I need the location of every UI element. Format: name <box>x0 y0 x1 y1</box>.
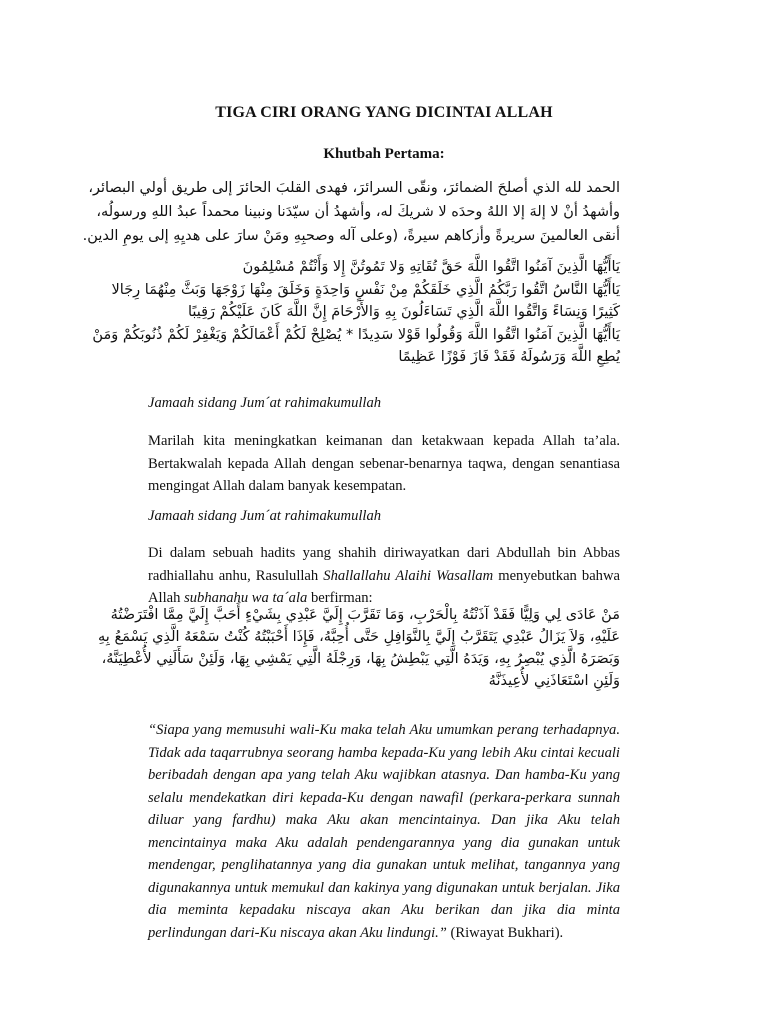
arabic-line: يَاأَيُّهَا الَّذِينَ آمَنُوا اتَّقُوا اللَّهَ وَقُولُوا قَوْلا سَدِيدًا * يُصْلِحْ لَكُمْ أَعْمَالَكُمْ وَيَغْفِرْ لَكُمْ ذُنُوبَكُمْ وَمَنْ <box>92 326 620 343</box>
text-span: menyebutkan bahwa Allah <box>148 567 620 606</box>
arabic-line: عَلَيْهِ، وَلاَ يَزَالُ عَبْدِي يَتَقَرَّبُ إِلَيَّ بِالنَّوَافِلِ حَتَّى أُحِبَّهُ، فَإِذَا أَحْبَبْتُهُ كُنْتُ سَمْعَهُ الَّذِي يَسْمَعُ بِهِ <box>98 629 620 645</box>
text-span: Di dalam sebuah hadits yang shahih diriwayatkan dari Abdullah bin Abbas radhiallahu anhu, Rasulullah <box>148 545 620 584</box>
paragraph-hadith-intro <box>148 542 620 610</box>
arabic-line: يَاأَيُّهَا النَّاسُ اتَّقُوا رَبَّكُمُ الَّذِي خَلَقَكُمْ مِنْ نَفْسٍ وَاحِدَةٍ وَخَلَقَ مِنْهَا زَوْجَهَا وَبَثَّ مِنْهُمَا رِجَالا <box>111 281 620 298</box>
translation-text: “Siapa yang memusuhi wali-Ku maka telah Aku umumkan perang terhadapnya. Tidak ada taqarrubnya seorang hamba kepada-Ku yang lebih Aku cintai kecuali beribadah dengan apa yang telah Aku wajibkan atasnya. Dan hamba-Ku yang selalu mendekatkan diri kepada-Ku dengan nawafil (perkara-perkara sunnah diluar yang fardhu) maka Aku akan mencintainya. Dan jika Aku telah mencintainya maka Aku adalah pendengarannya yang dia gunakan untuk mendengar, penglihatannya yang dia gunakan untuk melihat, tangannya yang digunakannya untuk memukul dan kakinya yang digunakan untuk berjalan. Jika dia meminta kepadaku niscaya akan Aku berikan dan jika dia minta perlindungan dari-Ku niscaya akan Aku lindungi.” <box>148 722 620 941</box>
arabic-line: يُطِعِ اللَّهَ وَرَسُولَهُ فَقَدْ فَازَ فَوْزًا عَظِيمًا <box>398 349 620 365</box>
page-title: TIGA CIRI ORANG YANG DICINTAI ALLAH <box>215 104 553 121</box>
arabic-line: وَبَصَرَهُ الَّذِي يُبْصِرُ بِهِ، وَيَدَهُ الَّتِي يَبْطِشُ بِهَا، وَرِجْلَهُ الَّتِي يَمْشِي بِهَا، وَلَئِنْ سَأَلَنِي لأُعْطِيَنَّهُ، <box>101 651 620 667</box>
arabic-line: وأشهدُ أنْ لا إلهَ إلا اللهُ وحدَه لا شريكَ له، وأشهدُ أن سيّدَنا ونبينا محمداً عبدُ اللهِ ورسولُه، <box>96 204 620 220</box>
arabic-line: مَنْ عَادَى لِي وَلِيًّا فَقَدْ آذَنْتُهُ بِالْحَرْبِ، وَمَا تَقَرَّبَ إِلَيَّ عَبْدِي بِشَيْءٍ أَحَبَّ إِلَيَّ مِمَّا افْتَرَضْتُهُ <box>110 607 620 623</box>
italic-span: Shallallahu Alaihi Wasallam <box>323 567 494 584</box>
arabic-line: وَلَئِنِ اسْتَعَاذَنِي لأُعِيذَنَّهُ <box>488 673 620 689</box>
arabic-opening-praise <box>82 176 620 248</box>
greeting-line: Jamaah sidang Jum´at rahimakumullah <box>148 508 382 524</box>
paragraph-taqwa: Marilah kita meningkatkan keimanan dan ketakwaan kepada Allah ta’ala. Bertakwalah kepada Allah dengan sebenar-benarnya taqwa, dengan senantiasa mengingat Allah dalam banyak kesempatan. <box>148 433 620 494</box>
hadith-source: (Riwayat Bukhari). <box>446 924 564 941</box>
arabic-quran-verses <box>92 256 620 369</box>
text-span: berfirman: <box>307 590 373 606</box>
section-subtitle: Khutbah Pertama: <box>323 146 445 162</box>
arabic-line: يَاأَيُّهَا الَّذِينَ آمَنُوا اتَّقُوا اللَّهَ حَقَّ تُقَاتِهِ وَلا تَمُوتُنَّ إِلا وَأَنْتُمْ مُسْلِمُونَ <box>242 259 620 275</box>
arabic-line: الحمد لله الذي أصلحَ الضمائرَ، ونقّى السرائرَ، فهدى القلبَ الحائرَ إلى طريق أولي البصائر، <box>88 180 620 196</box>
hadith-translation <box>148 719 620 944</box>
greeting-line: Jamaah sidang Jum´at rahimakumullah <box>148 395 382 411</box>
arabic-line: أنقى العالمينَ سريرةً وأزكاهم سيرةً، (وعلى آله وصحبِهِ ومَنْ سارَ على هديِهِ إلى يومِ الدين. <box>82 228 620 244</box>
arabic-hadith <box>98 604 620 692</box>
italic-span: subhanahu wa ta´ala <box>184 590 308 606</box>
arabic-line: كَثِيرًا وَنِسَاءً وَاتَّقُوا اللَّهَ الَّذِي تَسَاءَلُونَ بِهِ وَالأَرْحَامَ إِنَّ اللَّهَ كَانَ عَلَيْكُمْ رَقِيبًا <box>187 304 620 320</box>
